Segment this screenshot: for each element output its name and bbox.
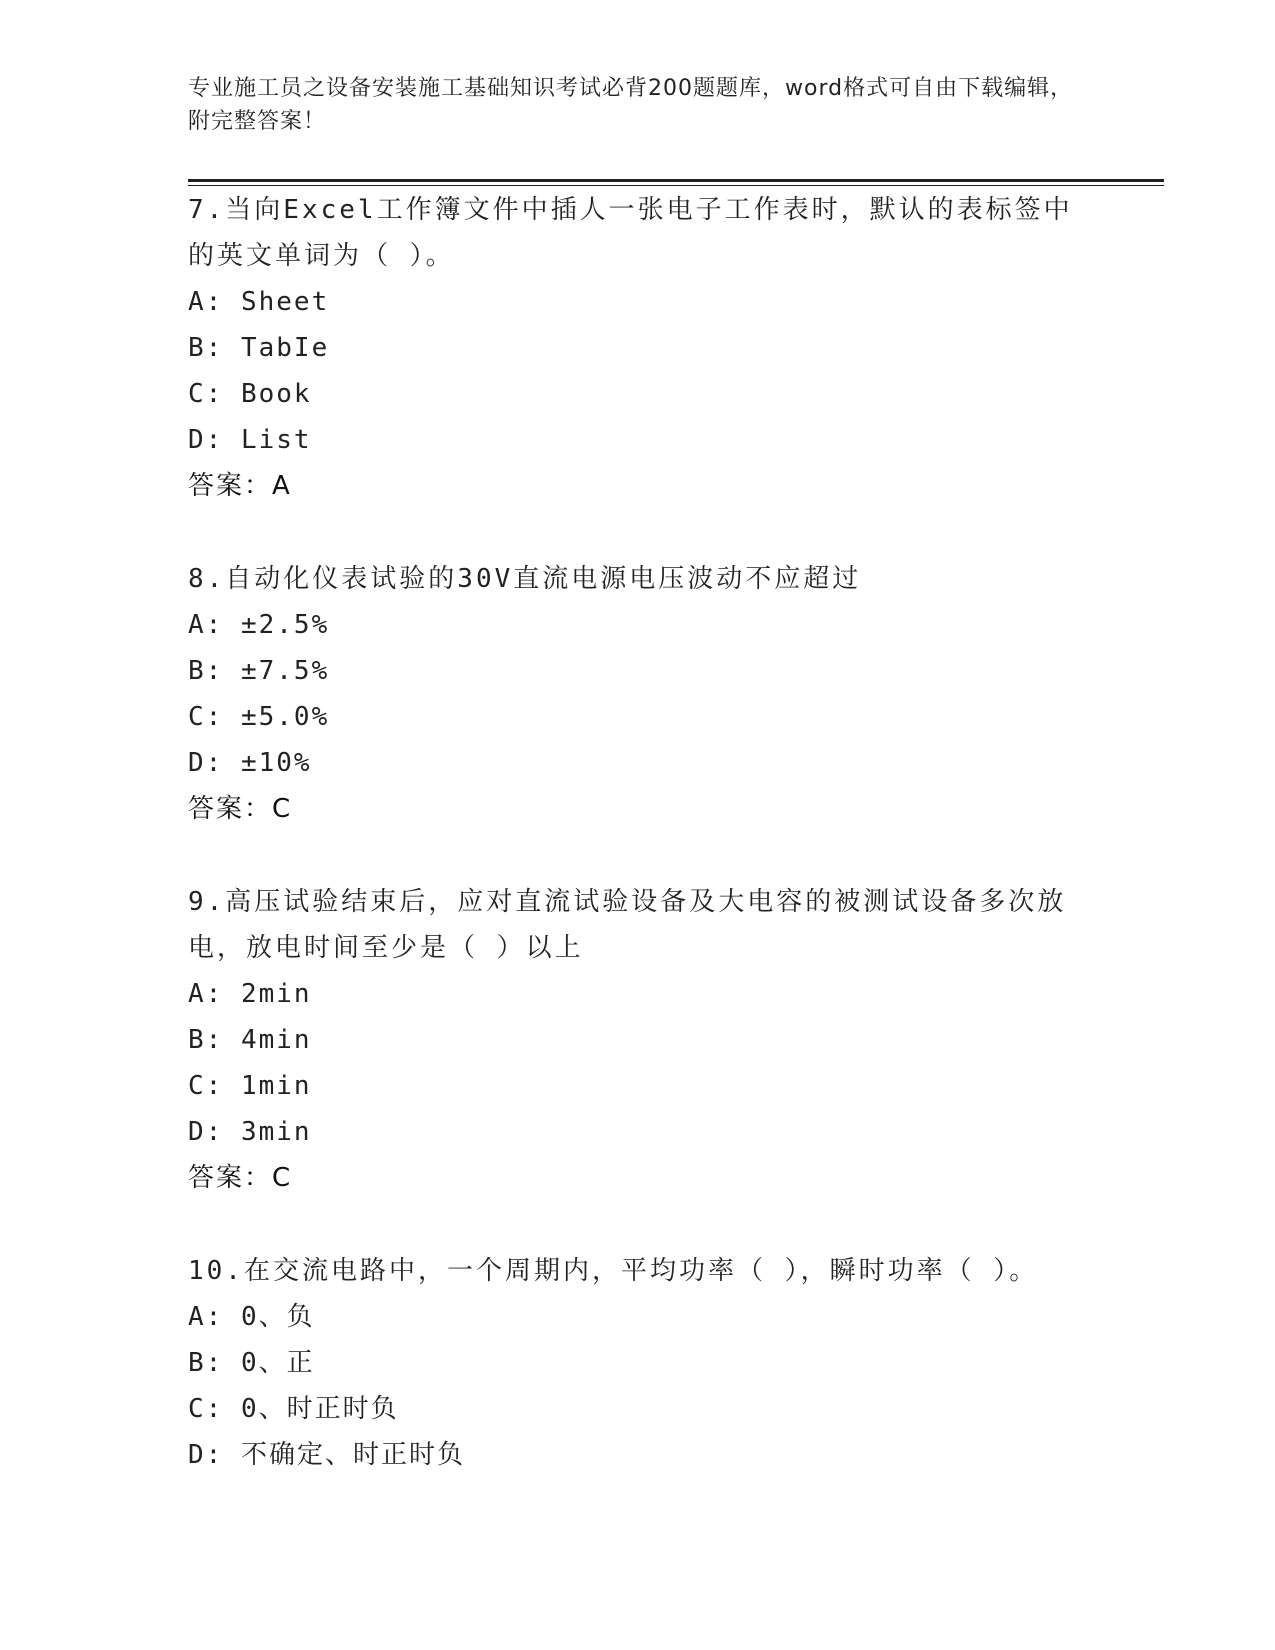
document-header: 专业施工员之设备安装施工基础知识考试必背200题题库，word格式可自由下载编辑，附完整答案！ — [188, 76, 1074, 134]
answer-value: A — [272, 471, 292, 501]
option-c: C: ±5.0% — [188, 702, 330, 732]
question-text: 9.高压试验结束后，应对直流试验设备及大电容的被测试设备多次放电，放电时间至少是（ ）以上 — [188, 887, 1067, 963]
option-a: A: 2min — [188, 979, 312, 1009]
option-b: B: 4min — [188, 1025, 312, 1055]
answer-label: 答案： — [188, 794, 273, 824]
header-divider-thick — [188, 179, 1164, 182]
question-text: 10.在交流电路中，一个周期内，平均功率（ ），瞬时功率（ ）。 — [188, 1256, 1039, 1286]
option-d: D: 不确定、时正时负 — [188, 1440, 465, 1470]
question-8 — [188, 556, 1088, 832]
answer-line — [188, 463, 1088, 509]
question-7 — [188, 187, 1088, 509]
answer-label: 答案： — [188, 471, 273, 501]
answer-value: C — [272, 1163, 293, 1193]
question-10 — [188, 1248, 1088, 1478]
option-c: C: Book — [188, 379, 312, 409]
option-a: A: 0、负 — [188, 1302, 315, 1332]
option-b: B: TabIe — [188, 333, 330, 363]
option-b: B: 0、正 — [188, 1348, 315, 1378]
question-9 — [188, 879, 1088, 1201]
question-text: 7.当向Excel工作簿文件中插人一张电子工作表时，默认的表标签中的英文单词为（ ）。 — [188, 195, 1073, 271]
option-d: D: 3min — [188, 1117, 312, 1147]
option-c: C: 1min — [188, 1071, 312, 1101]
answer-value: C — [272, 794, 293, 824]
option-d: D: List — [188, 425, 312, 455]
question-list — [188, 187, 1088, 1525]
answer-line — [188, 1155, 1088, 1201]
answer-line — [188, 786, 1088, 832]
answer-label: 答案： — [188, 1163, 273, 1193]
question-text: 8.自动化仪表试验的30V直流电源电压波动不应超过 — [188, 564, 862, 594]
option-a: A: Sheet — [188, 287, 330, 317]
option-d: D: ±10% — [188, 748, 312, 778]
option-a: A: ±2.5% — [188, 610, 330, 640]
header-divider-thin — [188, 185, 1164, 186]
option-c: C: 0、时正时负 — [188, 1394, 399, 1424]
option-b: B: ±7.5% — [188, 656, 330, 686]
